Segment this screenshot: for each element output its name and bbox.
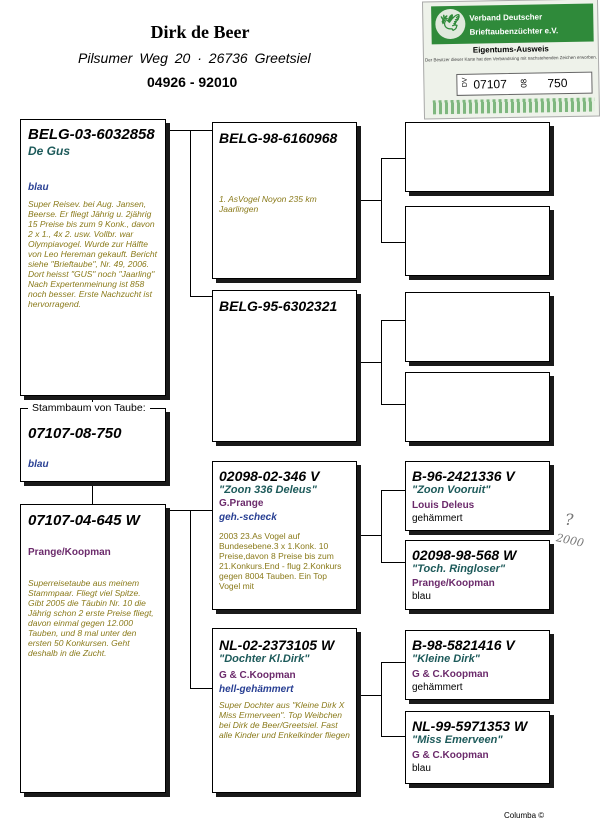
connector [190, 130, 191, 296]
ancestor-box-empty [405, 122, 550, 192]
connector [381, 320, 405, 321]
mf-mother-nickname: "Toch. Ringloser" [412, 563, 506, 575]
mother-father-ring: 02098-02-346 V [219, 468, 320, 484]
mother-box [20, 504, 166, 793]
connector [381, 242, 405, 243]
connector [190, 130, 212, 131]
father-father-box [212, 122, 357, 279]
card-ring-part1: 07107 [473, 77, 507, 92]
father-ring: BELG-03-6032858 [28, 126, 155, 143]
dove-icon: 🕊 [435, 9, 466, 40]
mm-mother-nickname: "Miss Emerveen" [412, 734, 503, 746]
father-father-ring: BELG-98-6160968 [219, 130, 338, 146]
mother-father-color: geh.-scheck [219, 512, 277, 523]
mf-mother-color: blau [412, 591, 431, 602]
connector [190, 510, 212, 511]
mother-father-box [212, 461, 357, 610]
mf-mother-breeder: Prange/Koopman [412, 578, 495, 589]
connector [190, 688, 212, 689]
mm-mother-ring: NL-99-5971353 W [412, 718, 528, 734]
card-ring-number [456, 72, 592, 96]
father-nickname: De Gus [28, 144, 71, 158]
handwritten-mark: ? [565, 510, 574, 529]
card-org-line1: Verband Deutscher [469, 12, 543, 23]
connector [381, 404, 405, 405]
handwritten-year: 2000 [554, 531, 586, 550]
card-prefix: DV [461, 77, 469, 88]
father-color: blau [28, 182, 49, 193]
mm-mother-breeder: G & C.Koopman [412, 750, 489, 761]
mother-mother-ring: NL-02-2373105 W [219, 637, 335, 653]
owner-phone: 04926 - 92010 [147, 74, 238, 90]
card-stripe [433, 98, 595, 115]
connector [381, 490, 405, 491]
mf-mother-box [405, 540, 550, 610]
owner-address: Pilsumer Weg 20 · 26736 Greetsiel [78, 50, 311, 66]
connector [190, 296, 212, 297]
mm-father-box [405, 630, 550, 700]
mm-mother-color: blau [412, 763, 431, 774]
card-title: Eigentums-Ausweis [472, 44, 549, 55]
father-mother-ring: BELG-95-6302321 [219, 298, 338, 314]
connector [381, 158, 405, 159]
mf-father-box [405, 461, 550, 531]
card-org-line2: Brieftaubenzüchter e.V. [469, 26, 559, 37]
ancestor-box-empty [405, 292, 550, 362]
connector [357, 695, 381, 696]
owner-name: Dirk de Beer [150, 22, 250, 42]
mother-mother-description: Super Dochter aus "Kleine Dirk X Miss Ermerveen". Top Weibchen bei Dirk de Beer/Greetsiel. Fast alle Kinder und Enkelkinder fliegen [219, 700, 350, 740]
mother-mother-breeder: G & C.Koopman [219, 670, 296, 681]
pigeon-box [20, 408, 166, 482]
mf-mother-ring: 02098-98-568 W [412, 547, 517, 563]
mother-mother-box [212, 628, 357, 793]
father-father-description: 1. AsVogel Noyon 235 km Jaarlingen [219, 194, 317, 214]
card-header [431, 4, 594, 45]
father-description: Super Reisev. bei Aug. Jansen, Beerse. Er fliegt Jährig u. 2jährig 15 Preise bis zum 9 Konk., davon 2 x 1., 4x 2. usw. Vollbr. war Olympiavogel. Wurde zur Hälfte von Leo Hereman gekauft. Bericht siehe "Brieftaube", Nr. 49, 2006. Dort heisst "GUS" noch "Jaarling" Nach Expertenmeinung ist 858 noch besser. Erste Nachzucht ist hervorragend. [28, 199, 157, 309]
connector [381, 662, 405, 663]
mother-father-nickname: "Zoon 336 Deleus" [219, 484, 317, 496]
mm-father-nickname: "Kleine Dirk" [412, 653, 480, 665]
connector [166, 130, 190, 131]
connector [381, 562, 405, 563]
mother-description: Superreisetaube aus meinem Stammpaar. Fliegt viel Spitze. Gibt 2005 die Täubin Nr. 10 die Jährig schon 2 erste Preise fliegt, davon einmal gegen 12.000 Tauben, und 8 mal unter den ersten 50 Konkursen. Geht deshalb in die Zucht. [28, 578, 154, 658]
connector [357, 362, 381, 363]
connector [190, 510, 191, 688]
ancestor-box-empty [405, 372, 550, 442]
mm-father-breeder: G & C.Koopman [412, 669, 489, 680]
mother-ring: 07107-04-645 W [28, 512, 140, 529]
mf-father-color: gehämmert [412, 513, 463, 524]
connector [357, 535, 381, 536]
mf-father-nickname: "Zoon Vooruit" [412, 484, 491, 496]
pedigree-label: Stammbaum von Taube: [28, 402, 150, 414]
card-small-text: Der Besitzer dieser Karte hat den Verbandsring mit nachstehenden Zeichen erworben. [424, 54, 598, 63]
father-box [20, 119, 166, 396]
mf-father-breeder: Louis Deleus [412, 500, 475, 511]
mother-mother-color: hell-gehämmert [219, 684, 294, 695]
connector [381, 320, 382, 404]
mother-mother-nickname: "Dochter Kl.Dirk" [219, 653, 310, 665]
footer-brand: Columba © [504, 811, 545, 820]
connector [357, 200, 381, 201]
ancestor-box-empty [405, 206, 550, 276]
connector [166, 510, 190, 511]
pigeon-ring: 07107-08-750 [28, 425, 122, 442]
card-ring-part3: 750 [547, 76, 568, 91]
connector [381, 662, 382, 736]
pigeon-color: blau [28, 459, 49, 470]
mm-mother-box [405, 711, 550, 784]
connector [381, 490, 382, 562]
mm-father-color: gehämmert [412, 682, 463, 693]
mother-breeder: Prange/Koopman [28, 547, 111, 558]
connector [381, 736, 405, 737]
mother-father-breeder: G.Prange [219, 498, 264, 509]
connector [92, 482, 93, 504]
father-mother-box [212, 290, 357, 442]
mother-father-description: 2003 23.As Vogel auf Bundesebene.3 x 1.Konk. 10 Preise,davon 8 Preise bis zum 21.Konkurs.End - flug 2.Konkurs gegen 8004 Tauben. Ein Top Vogel mit [219, 531, 342, 591]
card-ring-part2: 08 [519, 78, 529, 88]
connector [381, 158, 382, 242]
mf-father-ring: B-96-2421336 V [412, 468, 515, 484]
ownership-card [422, 0, 600, 120]
mm-father-ring: B-98-5821416 V [412, 637, 515, 653]
